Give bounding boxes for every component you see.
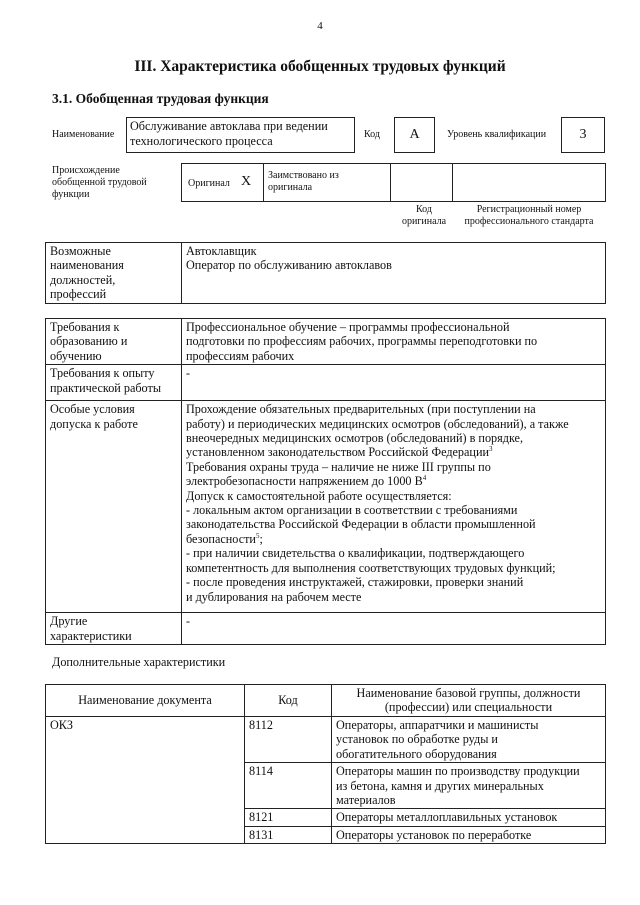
condition-line: Требования охраны труда – наличие не ниже III группы по: [186, 459, 491, 474]
conditions-label-line: Особые условия: [50, 402, 135, 417]
page-number: 4: [317, 20, 323, 32]
position-name: Оператор по обслуживанию автоклавов: [186, 258, 392, 273]
condition-line: Прохождение обязательных предварительных (при поступлении на: [186, 402, 536, 417]
positions-table: [45, 242, 606, 304]
borrowed-label-line: оригинала: [268, 182, 313, 193]
name-label: Наименование: [52, 129, 115, 140]
name-cell: [332, 717, 606, 763]
experience-label-line: практической работы: [50, 380, 162, 395]
doc-cell: ОКЗ: [46, 717, 245, 844]
positions-label-line: должностей,: [50, 272, 116, 287]
education-value: [182, 319, 606, 365]
original-mark: X: [241, 174, 252, 189]
condition-punct: ;: [259, 531, 263, 546]
name-line: Операторы, аппаратчики и машинисты: [336, 718, 539, 732]
condition-line: работу) и периодических медицинских осмотров (обследований), а также: [186, 416, 569, 431]
name-line: материалов: [336, 793, 396, 808]
origin-label-line: обобщенной трудовой: [52, 177, 147, 188]
position-name: Автоклавщик: [186, 244, 257, 258]
education-line: подготовки по профессиям рабочих, программы переподготовки по: [186, 334, 538, 349]
borrowed-label: [268, 170, 339, 194]
conditions-value: [182, 401, 606, 613]
other-label-line: характеристики: [50, 628, 132, 643]
section-title: III. Характеристика обобщенных трудовых функций: [134, 58, 506, 75]
education-line: Профессиональное обучение – программы профессиональной: [186, 320, 510, 334]
conditions-label-line: допуска к работе: [50, 416, 138, 431]
condition-line: и дублирования на рабочем месте: [186, 589, 362, 604]
footnote-ref: 4: [422, 474, 427, 483]
code-cell: 8121: [245, 809, 332, 826]
footnote-ref: 3: [489, 445, 493, 454]
positions-value: [182, 243, 606, 304]
level-label: Уровень квалификации: [447, 129, 547, 140]
code-cell: 8131: [245, 826, 332, 843]
reg-caption-line: профессионального стандарта: [464, 216, 594, 227]
col-code-header: Код: [245, 685, 332, 717]
education-label-line: образованию и: [50, 334, 128, 349]
condition-line: - локальным актом организации в соответствии с требованиями: [186, 503, 518, 518]
name-line: установок по обработке руды и: [336, 732, 498, 747]
education-line: профессиям рабочих: [186, 348, 295, 363]
col-name-header-line: Наименование базовой группы, должности: [356, 686, 581, 700]
condition-text: электробезопасности напряжением до 1000 В: [186, 474, 423, 489]
code-value-box: А: [394, 117, 435, 153]
origin-label-line: функции: [52, 189, 90, 200]
col-name-header: [332, 685, 606, 717]
borrowed-label-line: Заимствовано из: [268, 170, 339, 181]
code-caption: [395, 204, 453, 228]
condition-line: [186, 445, 601, 459]
col-name-header-line: (профессии) или специальности: [384, 700, 553, 715]
divider: [390, 164, 391, 201]
function-name-line: технологического процесса: [130, 134, 273, 148]
requirements-table: [45, 318, 606, 645]
divider: [263, 164, 264, 201]
col-doc-header: Наименование документа: [46, 685, 245, 717]
code-cell: 8112: [245, 717, 332, 763]
name-line: Операторы машин по производству продукции: [336, 764, 580, 779]
origin-label-line: Происхождение: [52, 165, 120, 176]
positions-label-line: профессий: [50, 287, 107, 302]
name-line: обогатительного оборудования: [336, 746, 497, 761]
code-cell: 8114: [245, 763, 332, 809]
condition-line: - после проведения инструктажей, стажировки, проверки знаний: [186, 575, 524, 590]
experience-value: -: [182, 365, 606, 401]
reg-caption-line: Регистрационный номер: [476, 204, 582, 215]
name-line: Операторы металлоплавильных установок: [336, 810, 558, 825]
other-value: -: [182, 613, 606, 645]
condition-text: установленном законодательством Российской Федерации: [186, 445, 490, 460]
positions-label-line: наименования: [50, 258, 124, 273]
function-name-box: [126, 117, 355, 153]
condition-line: [186, 532, 601, 546]
code-caption-line: оригинала: [401, 216, 447, 227]
other-label: [46, 613, 182, 645]
name-line: Операторы установок по переработке: [336, 827, 532, 842]
education-label-line: обучению: [50, 348, 102, 363]
original-label: Оригинал: [188, 178, 230, 189]
reg-caption: [454, 204, 604, 228]
code-caption-line: Код: [416, 204, 432, 215]
other-label-line: Другие: [50, 614, 88, 629]
name-cell: [332, 763, 606, 809]
table-row: [46, 717, 606, 763]
origin-table: [181, 163, 606, 202]
condition-line: внеочередных медицинских осмотров (обследований) в порядке,: [186, 431, 524, 446]
additional-title: Дополнительные характеристики: [52, 655, 226, 669]
education-label: [46, 319, 182, 365]
conditions-label: [46, 401, 182, 613]
additional-table: [45, 684, 606, 844]
positions-label: [46, 243, 182, 304]
experience-label-line: Требования к опыту: [50, 366, 155, 381]
subsection-title: 3.1. Обобщенная трудовая функция: [52, 91, 269, 106]
condition-line: компетентность для выполнения соответствующих трудовых функций;: [186, 560, 556, 575]
footnote-ref: 5: [255, 531, 260, 540]
function-name-line: Обслуживание автоклава при ведении: [130, 119, 328, 133]
origin-label: [52, 165, 147, 201]
experience-label: [46, 365, 182, 401]
condition-line: законодательства Российской Федерации в области промышленной: [186, 517, 536, 532]
condition-text: безопасности: [186, 531, 256, 546]
divider: [452, 164, 453, 201]
positions-label-line: Возможные: [50, 244, 111, 258]
education-label-line: Требования к: [50, 320, 120, 334]
code-label: Код: [364, 129, 380, 140]
name-line: из бетона, камня и других минеральных: [336, 778, 544, 793]
level-value-box: 3: [561, 117, 605, 153]
condition-line: Допуск к самостоятельной работе осуществляется:: [186, 488, 452, 503]
condition-line: [186, 474, 601, 488]
condition-line: - при наличии свидетельства о квалификации, подтверждающего: [186, 546, 525, 561]
name-cell: [332, 809, 606, 826]
name-cell: [332, 826, 606, 843]
